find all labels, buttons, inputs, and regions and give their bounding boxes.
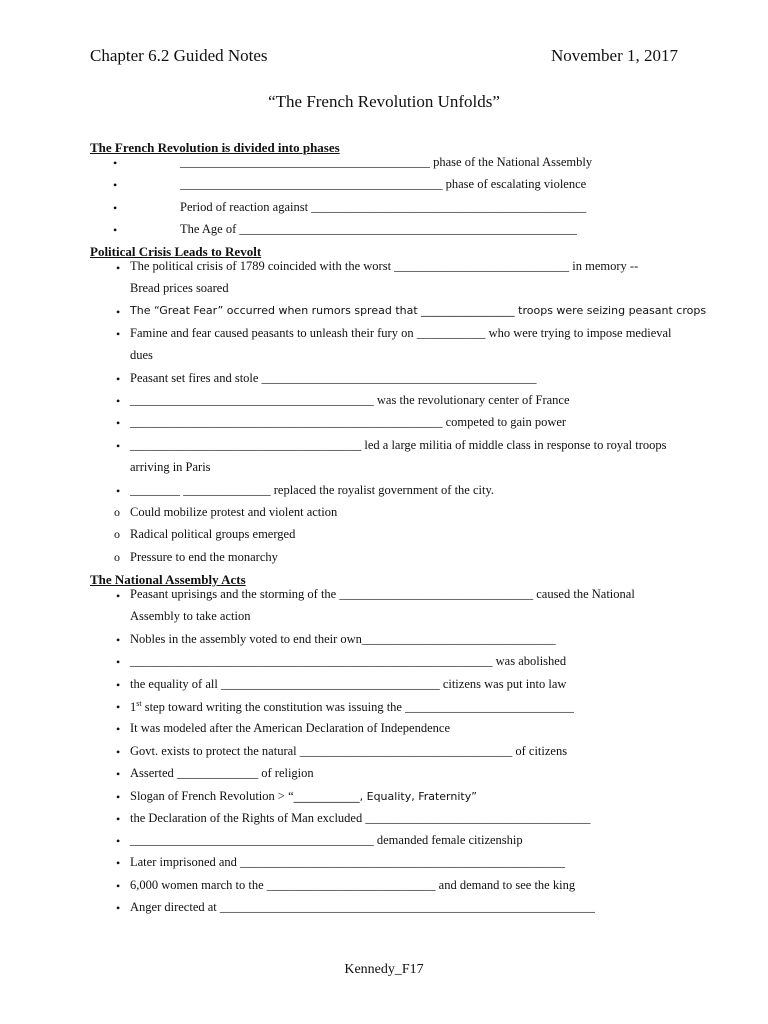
crisis-subitem: Could mobilize protest and violent action: [130, 505, 338, 519]
crisis-item: Famine and fear caused peasants to unleash their fury on ___________ who were trying to impose medieval: [130, 326, 672, 340]
crisis-item: ________ ______________ replaced the royalist government of the city.: [130, 483, 495, 497]
page-title: “The French Revolution Unfolds”: [268, 92, 500, 111]
assembly-item-first-step: [130, 699, 574, 715]
slogan-prefix: Slogan of French Revolution > “: [130, 789, 294, 803]
slogan-blank: ____________, Equality, Fraternity”: [293, 790, 477, 803]
bullet-marker: •: [116, 856, 121, 870]
bullet-marker: •: [113, 156, 118, 170]
assembly-item: the equality of all ___________________________________ citizens was put into law: [130, 677, 567, 691]
assembly-item: Peasant uprisings and the storming of the _______________________________ caused the National: [130, 587, 635, 601]
ordinal-suffix: st: [136, 699, 142, 708]
assembly-item: It was modeled after the American Declaration of Independence: [130, 721, 450, 735]
crisis-subitem: Pressure to end the monarchy: [130, 550, 278, 564]
ordinal-number: 1: [130, 700, 137, 715]
assembly-item: 6,000 women march to the ___________________________ and demand to see the king: [130, 878, 576, 892]
assembly-item: _______________________________________ demanded female citizenship: [130, 833, 523, 847]
bullet-marker: •: [116, 745, 121, 759]
assembly-item: Govt. exists to protect the natural __________________________________ of citizens: [130, 744, 568, 758]
assembly-item: __________________________________________________________ was abolished: [130, 654, 567, 668]
sub-bullet-marker: o: [114, 550, 120, 564]
crisis-item-continued: dues: [130, 348, 153, 362]
assembly-item: the Declaration of the Rights of Man excluded ____________________________________: [130, 811, 591, 825]
bullet-marker: •: [116, 722, 121, 736]
section-heading-assembly: The National Assembly Acts: [90, 572, 246, 587]
crisis-item: _____________________________________ led a large militia of middle class in response to royal troops: [130, 438, 667, 452]
bullet-marker: •: [116, 484, 121, 498]
bullet-marker: •: [116, 633, 121, 647]
bullet-marker: •: [116, 261, 121, 275]
section-heading-crisis: Political Crisis Leads to Revolt: [90, 244, 262, 259]
sub-bullet-marker: o: [114, 527, 120, 541]
phases-item: ________________________________________ phase of the National Assembly: [180, 155, 593, 169]
crisis-subitem: Radical political groups emerged: [130, 527, 296, 541]
bullet-marker: •: [116, 790, 121, 804]
bullet-marker: •: [116, 394, 121, 408]
crisis-item: The “Great Fear” occurred when rumors spread that _________________ troops were seizing peasant crops: [130, 304, 707, 317]
section-heading-phases: The French Revolution is divided into phases: [90, 140, 340, 155]
assembly-item-text: step toward writing the constitution was issuing the ___________________________: [144, 700, 574, 715]
sub-bullet-marker: o: [114, 505, 120, 519]
bullet-marker: •: [116, 879, 121, 893]
bullet-marker: •: [116, 327, 121, 341]
bullet-marker: •: [116, 767, 121, 781]
crisis-item: Peasant set fires and stole ____________________________________________: [130, 371, 537, 385]
crisis-item: _______________________________________ was the revolutionary center of France: [130, 393, 570, 407]
crisis-item-continued: arriving in Paris: [130, 460, 211, 474]
assembly-item-slogan: [130, 789, 477, 804]
bullet-marker: •: [116, 834, 121, 848]
crisis-item: __________________________________________________ competed to gain power: [130, 415, 567, 429]
bullet-marker: •: [113, 178, 118, 192]
crisis-item-continued: Bread prices soared: [130, 281, 229, 295]
phases-item: Period of reaction against ____________________________________________: [180, 200, 587, 214]
bullet-marker: •: [116, 678, 121, 692]
assembly-item: Later imprisoned and ____________________________________________________: [130, 855, 566, 869]
bullet-marker: •: [116, 305, 121, 319]
bullet-marker: •: [113, 201, 118, 215]
bullet-marker: •: [116, 655, 121, 669]
bullet-marker: •: [116, 416, 121, 430]
header-chapter: Chapter 6.2 Guided Notes: [90, 46, 268, 65]
bullet-marker: •: [116, 372, 121, 386]
assembly-item: Asserted _____________ of religion: [130, 766, 314, 780]
bullet-marker: •: [116, 439, 121, 453]
bullet-marker: •: [116, 589, 121, 603]
page-footer: Kennedy_F17: [344, 962, 424, 977]
phases-item: __________________________________________ phase of escalating violence: [180, 177, 587, 191]
assembly-item: Nobles in the assembly voted to end their own_______________________________: [130, 632, 556, 646]
header-date: November 1, 2017: [550, 46, 678, 65]
bullet-marker: •: [116, 700, 121, 714]
phases-item: The Age of ______________________________________________________: [180, 222, 577, 236]
bullet-marker: •: [116, 812, 121, 826]
assembly-item-continued: Assembly to take action: [130, 609, 251, 623]
crisis-item: The political crisis of 1789 coincided with the worst ____________________________ in memory --: [130, 259, 639, 273]
bullet-marker: •: [116, 901, 121, 915]
bullet-marker: •: [113, 223, 118, 237]
assembly-item: Anger directed at ____________________________________________________________: [130, 900, 595, 914]
